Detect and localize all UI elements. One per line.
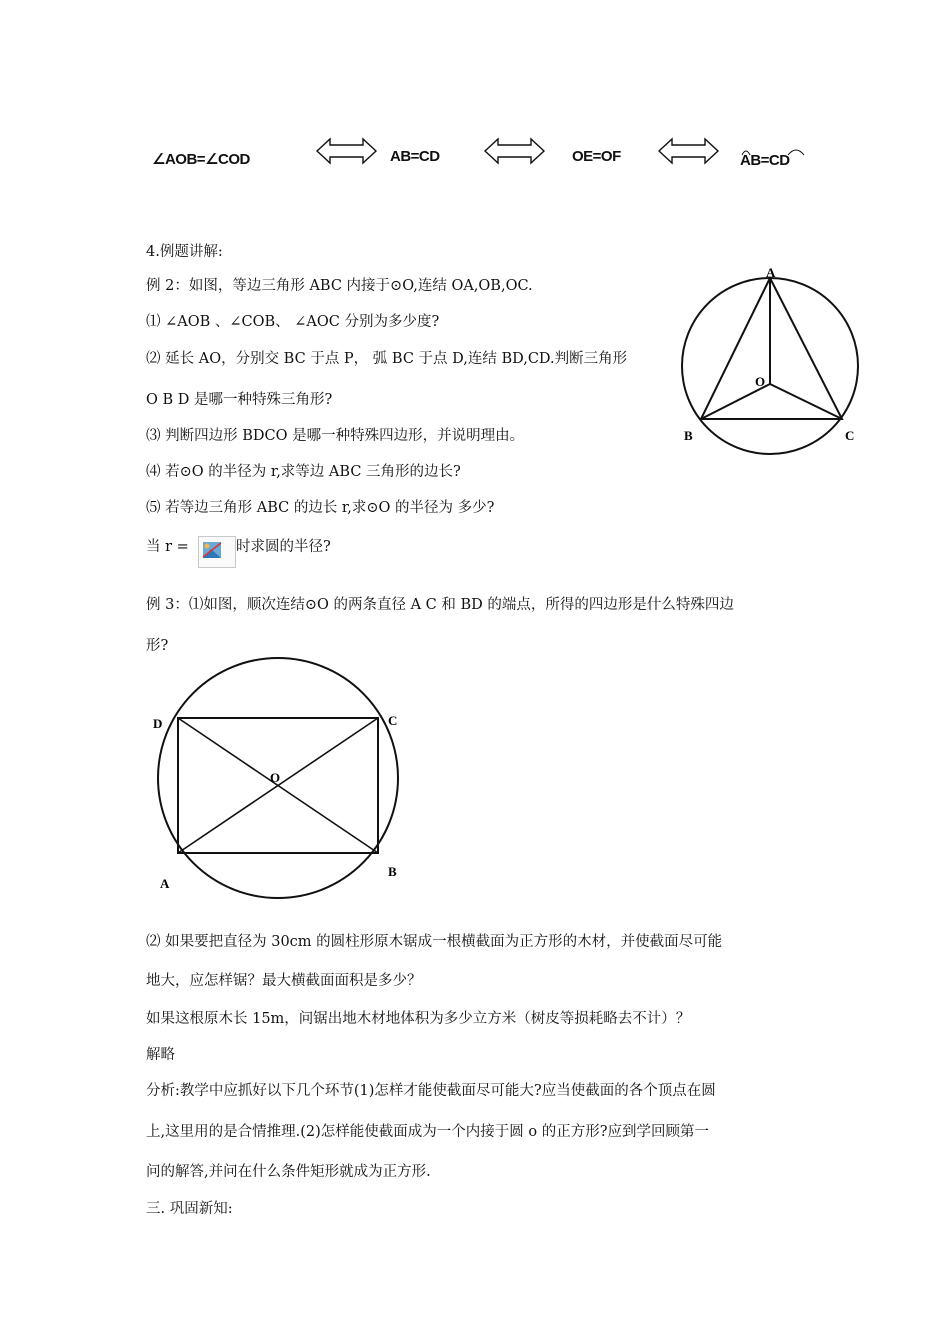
double-arrow-icon <box>316 137 378 165</box>
label-o: O <box>270 770 281 785</box>
eq-arc: AB=CD <box>740 152 790 169</box>
broken-image-icon <box>199 537 235 567</box>
label-a: A <box>766 265 776 280</box>
question-4: ⑷ 若⊙O 的半径为 r,求等边 ABC 三角形的边长? <box>146 464 461 480</box>
label-b: B <box>684 428 693 443</box>
radius-suffix: 时求圆的半径? <box>236 539 331 555</box>
formula-image-placeholder <box>198 536 236 568</box>
segment-oc <box>770 384 842 419</box>
question-5: ⑸ 若等边三角形 ABC 的边长 r,求⊙O 的半径为 多少? <box>146 500 495 516</box>
analysis-line-2: 上,这里用的是合情推理.(2)怎样能使截面成为一个内接于圆 o 的正方形?应到学回顾第一 <box>146 1124 709 1140</box>
section-heading: 4.例题讲解: <box>146 244 223 260</box>
question-2b-cont: 地大，应怎样锯？最大横截面面积是多少？ <box>146 973 422 989</box>
example-3-intro-cont: 形? <box>146 638 169 654</box>
question-3: ⑶ 判断四边形 BDCO 是哪一种特殊四边形，并说明理由。 <box>146 428 525 444</box>
double-arrow-icon <box>658 137 720 165</box>
label-c: C <box>845 428 855 443</box>
rectangle-in-circle-figure <box>146 654 416 916</box>
section-3-heading: 三. 巩固新知: <box>146 1201 233 1217</box>
label-b: B <box>388 864 397 879</box>
example-3-intro: 例 3：⑴如图，顺次连结⊙O 的两条直径 A C 和 BD 的端点，所得的四边形是什么特殊四边 <box>146 597 734 613</box>
question-2b: ⑵ 如果要把直径为 30cm 的圆柱形原木锯成一根横截面为正方形的木材，并使截面尽可能 <box>146 934 723 950</box>
triangle-in-circle-figure <box>672 258 872 468</box>
arc-mark-icon <box>738 145 808 159</box>
question-2-cont: O B D 是哪一种特殊三角形? <box>146 392 333 408</box>
label-c: C <box>388 713 398 728</box>
eq-distance: OE=OF <box>572 148 621 165</box>
double-arrow-icon <box>484 137 546 165</box>
eq-angle: ∠AOB=∠COD <box>152 151 250 168</box>
label-d: D <box>153 716 163 731</box>
volume-question: 如果这根原木长 15m，问锯出地木材地体积为多少立方米（树皮等损耗略去不计）？ <box>146 1011 691 1027</box>
analysis-line-3: 问的解答,并问在什么条件矩形就成为正方形. <box>146 1164 431 1180</box>
label-o: O <box>755 374 766 389</box>
question-1: ⑴ ∠AOB 、∠COB、 ∠AOC 分别为多少度? <box>146 314 440 330</box>
eq-chord: AB=CD <box>390 148 440 165</box>
segment-ob <box>701 384 770 419</box>
question-2: ⑵ 延长 AO，分别交 BC 于点 P， 弧 BC 于点 D,连结 BD,CD.判断三角形 <box>146 351 628 367</box>
radius-prefix: 当 r = <box>146 539 189 555</box>
solution-omitted: 解略 <box>146 1047 175 1063</box>
analysis-line-1: 分析:教学中应抓好以下几个环节(1)怎样才能使截面尽可能大?应当使截面的各个顶点在圆 <box>146 1083 716 1099</box>
triangle-abc <box>701 278 842 419</box>
label-a: A <box>160 876 170 891</box>
example-2-intro: 例 2：如图，等边三角形 ABC 内接于⊙O,连结 OA,OB,OC. <box>146 278 533 294</box>
